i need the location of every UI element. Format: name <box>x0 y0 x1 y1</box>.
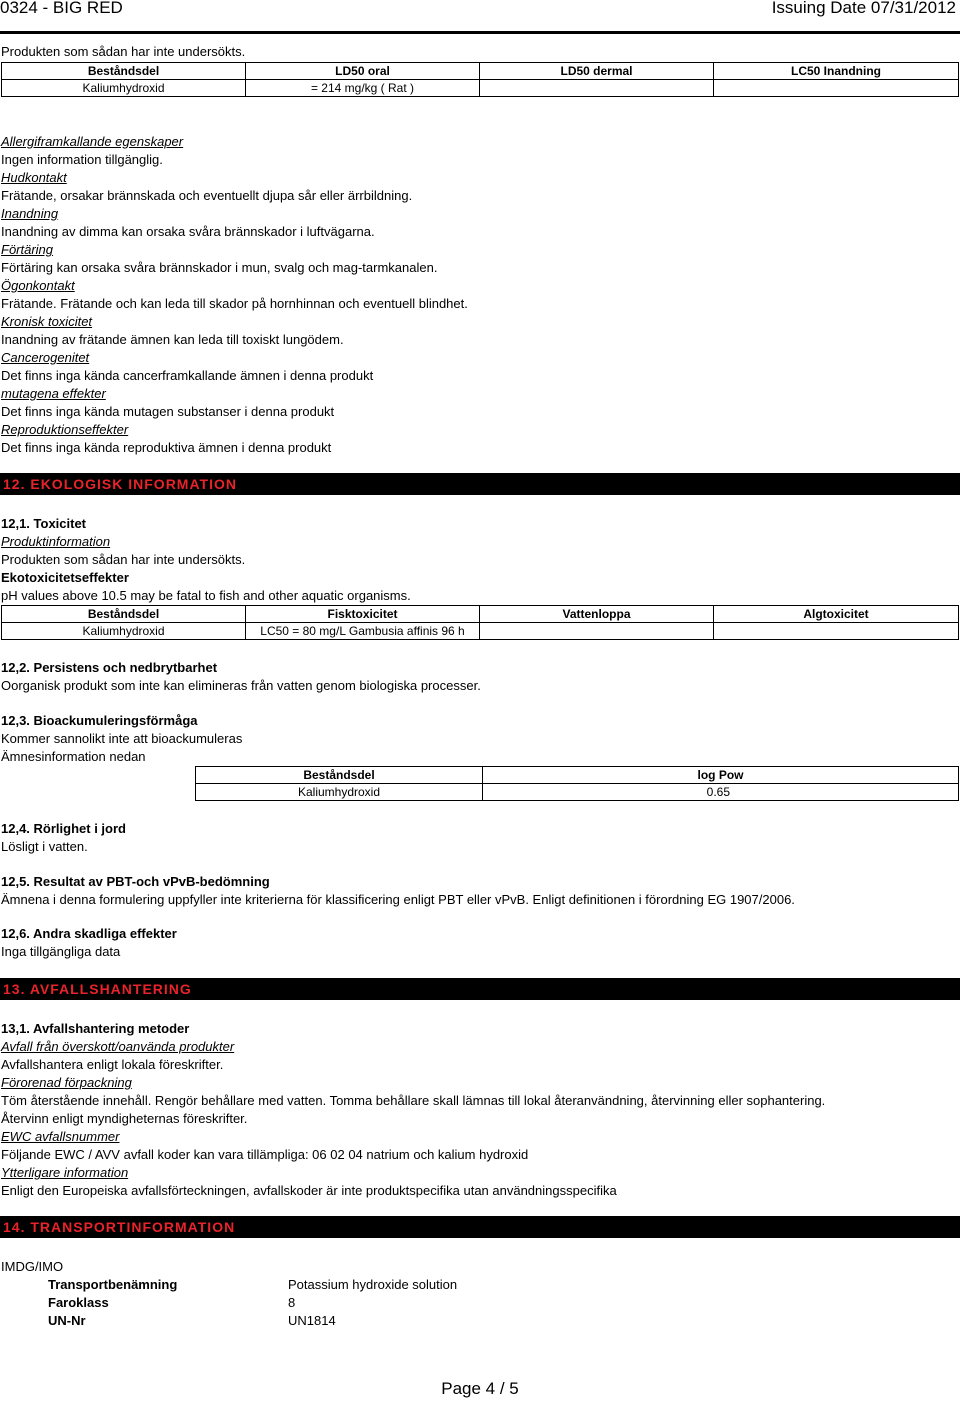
s12-3-text1: Kommer sannolikt inte att bioackumuleras <box>1 731 243 746</box>
section-12-title: 12. EKOLOGISK INFORMATION <box>0 473 960 495</box>
s13-heading-ewc: EWC avfallsnummer <box>1 1129 120 1144</box>
transport-row <box>48 1312 336 1330</box>
s13-text-ewc: Följande EWC / AVV avfall koder kan vara tillämpliga: 06 02 04 natrium och kalium hydroxid <box>1 1147 529 1162</box>
table-header: LD50 oral <box>246 63 480 80</box>
s12-6-text: Inga tillgängliga data <box>1 944 121 959</box>
text-allergy: Ingen information tillgänglig. <box>1 152 163 167</box>
table-cell: 0.65 <box>483 784 959 801</box>
table-cell <box>714 80 959 97</box>
issuing-date: Issuing Date 07/31/2012 <box>771 0 956 17</box>
tox-intro: Produkten som sådan har inte undersökts. <box>1 44 246 59</box>
transport-key: Transportbenämning <box>48 1277 178 1292</box>
heading-ingestion: Förtäring <box>1 242 54 257</box>
s12-1-title: 12,1. Toxicitet <box>1 516 87 531</box>
table-header: LD50 dermal <box>480 63 714 80</box>
heading-carcinogenicity: Cancerogenitet <box>1 350 90 365</box>
text-reproductive: Det finns inga kända reproduktiva ämnen i denna produkt <box>1 440 332 455</box>
text-mutagenic: Det finns inga kända mutagen substanser i denna produkt <box>1 404 335 419</box>
transport-key: UN-Nr <box>48 1313 86 1328</box>
table-cell: Kaliumhydroxid <box>2 80 246 97</box>
s12-1-prodtext: Produkten som sådan har inte undersökts. <box>1 552 246 567</box>
s12-2-title: 12,2. Persistens och nedbrytbarhet <box>1 660 218 675</box>
s12-4-title: 12,4. Rörlighet i jord <box>1 821 126 836</box>
table-header: Beståndsdel <box>196 767 483 784</box>
transport-row <box>48 1276 457 1294</box>
table-header: Beståndsdel <box>2 606 246 623</box>
heading-reproductive: Reproduktionseffekter <box>1 422 129 437</box>
text-carcinogenicity: Det finns inga kända cancerframkallande ämnen i denna produkt <box>1 368 374 383</box>
table-header: LC50 Inandning <box>714 63 959 80</box>
text-skin: Frätande, orsakar brännskada och eventuellt djupa sår eller ärrbildning. <box>1 188 413 203</box>
heading-inhalation: Inandning <box>1 206 59 221</box>
s12-1-eco: Ekotoxicitetseffekter <box>1 570 129 585</box>
heading-mutagenic: mutagena effekter <box>1 386 106 401</box>
s13-text-additional: Enligt den Europeiska avfallsförteckningen, avfallskoder är inte produktspecifika utan användningsspecifika <box>1 1183 617 1198</box>
text-ingestion: Förtäring kan orsaka svåra brännskador i mun, svalg och mag-tarmkanalen. <box>1 260 438 275</box>
heading-skin: Hudkontakt <box>1 170 67 185</box>
s12-1-prodinfo: Produktinformation <box>1 534 111 549</box>
table-cell: Kaliumhydroxid <box>2 623 246 640</box>
table-header: Fisktoxicitet <box>246 606 480 623</box>
text-eye: Frätande. Frätande och kan leda till skador på hornhinnan och eventuell blindhet. <box>1 296 468 311</box>
text-chronic: Inandning av frätande ämnen kan leda till toxiskt lungödem. <box>1 332 344 347</box>
table-cell <box>714 623 959 640</box>
table-cell <box>480 80 714 97</box>
page-header <box>0 0 960 34</box>
table-header: Beståndsdel <box>2 63 246 80</box>
heading-allergy: Allergiframkallande egenskaper <box>1 134 184 149</box>
s12-3-title: 12,3. Bioackumuleringsförmåga <box>1 713 198 728</box>
table-cell <box>480 623 714 640</box>
section-14-title: 14. TRANSPORTINFORMATION <box>0 1216 960 1238</box>
transport-value: UN1814 <box>288 1313 336 1328</box>
transport-key: Faroklass <box>48 1295 109 1310</box>
table-cell: Kaliumhydroxid <box>196 784 483 801</box>
s12-3-text2: Ämnesinformation nedan <box>1 749 146 764</box>
s13-heading-packaging: Förorenad förpackning <box>1 1075 132 1090</box>
transport-value: 8 <box>288 1295 296 1310</box>
table-cell: LC50 = 80 mg/L Gambusia affinis 96 h <box>246 623 480 640</box>
table-header: Algtoxicitet <box>714 606 959 623</box>
s12-5-text: Ämnena i denna formulering uppfyller inte kriterierna för klassificering enligt PBT eller vPvB. Enligt definitionen i förordning EG 1907/2006. <box>1 892 795 907</box>
table-header: log Pow <box>483 767 959 784</box>
transport-row <box>48 1294 295 1312</box>
s12-4-text: Lösligt i vatten. <box>1 839 88 854</box>
s13-heading-surplus: Avfall från överskott/oanvända produkter <box>1 1039 235 1054</box>
s12-2-text: Oorganisk produkt som inte kan elimineras från vatten genom biologiska processer. <box>1 678 481 693</box>
table-header: Vattenloppa <box>480 606 714 623</box>
s12-6-title: 12,6. Andra skadliga effekter <box>1 926 177 941</box>
product-name: 0324 - BIG RED <box>0 0 123 17</box>
s13-1-title: 13,1. Avfallshantering metoder <box>1 1021 190 1036</box>
s13-text-packaging-1: Töm återstående innehåll. Rengör behållare med vatten. Tomma behållare skall lämnas till lokal återanvändning, återvinning eller sophantering. <box>1 1093 826 1108</box>
acute-tox-table <box>1 62 959 97</box>
logpow-table <box>195 766 959 801</box>
heading-eye: Ögonkontakt <box>1 278 75 293</box>
text-inhalation: Inandning av dimma kan orsaka svåra brännskador i luftvägarna. <box>1 224 375 239</box>
s12-5-title: 12,5. Resultat av PBT-och vPvB-bedömning <box>1 874 270 889</box>
transport-value: Potassium hydroxide solution <box>288 1277 458 1292</box>
heading-chronic: Kronisk toxicitet <box>1 314 93 329</box>
transport-mode: IMDG/IMO <box>1 1259 64 1274</box>
page-number: Page 4 / 5 <box>441 1379 519 1398</box>
s12-1-ph: pH values above 10.5 may be fatal to fish and other aquatic organisms. <box>1 588 411 603</box>
section-13-title: 13. AVFALLSHANTERING <box>0 978 960 1000</box>
s13-text-packaging-2: Återvinn enligt myndigheternas föreskrifter. <box>1 1111 248 1126</box>
s13-text-surplus: Avfallshantera enligt lokala föreskrifter. <box>1 1057 224 1072</box>
s13-heading-additional: Ytterligare information <box>1 1165 129 1180</box>
table-cell: = 214 mg/kg ( Rat ) <box>246 80 480 97</box>
ecotox-table <box>1 605 959 640</box>
